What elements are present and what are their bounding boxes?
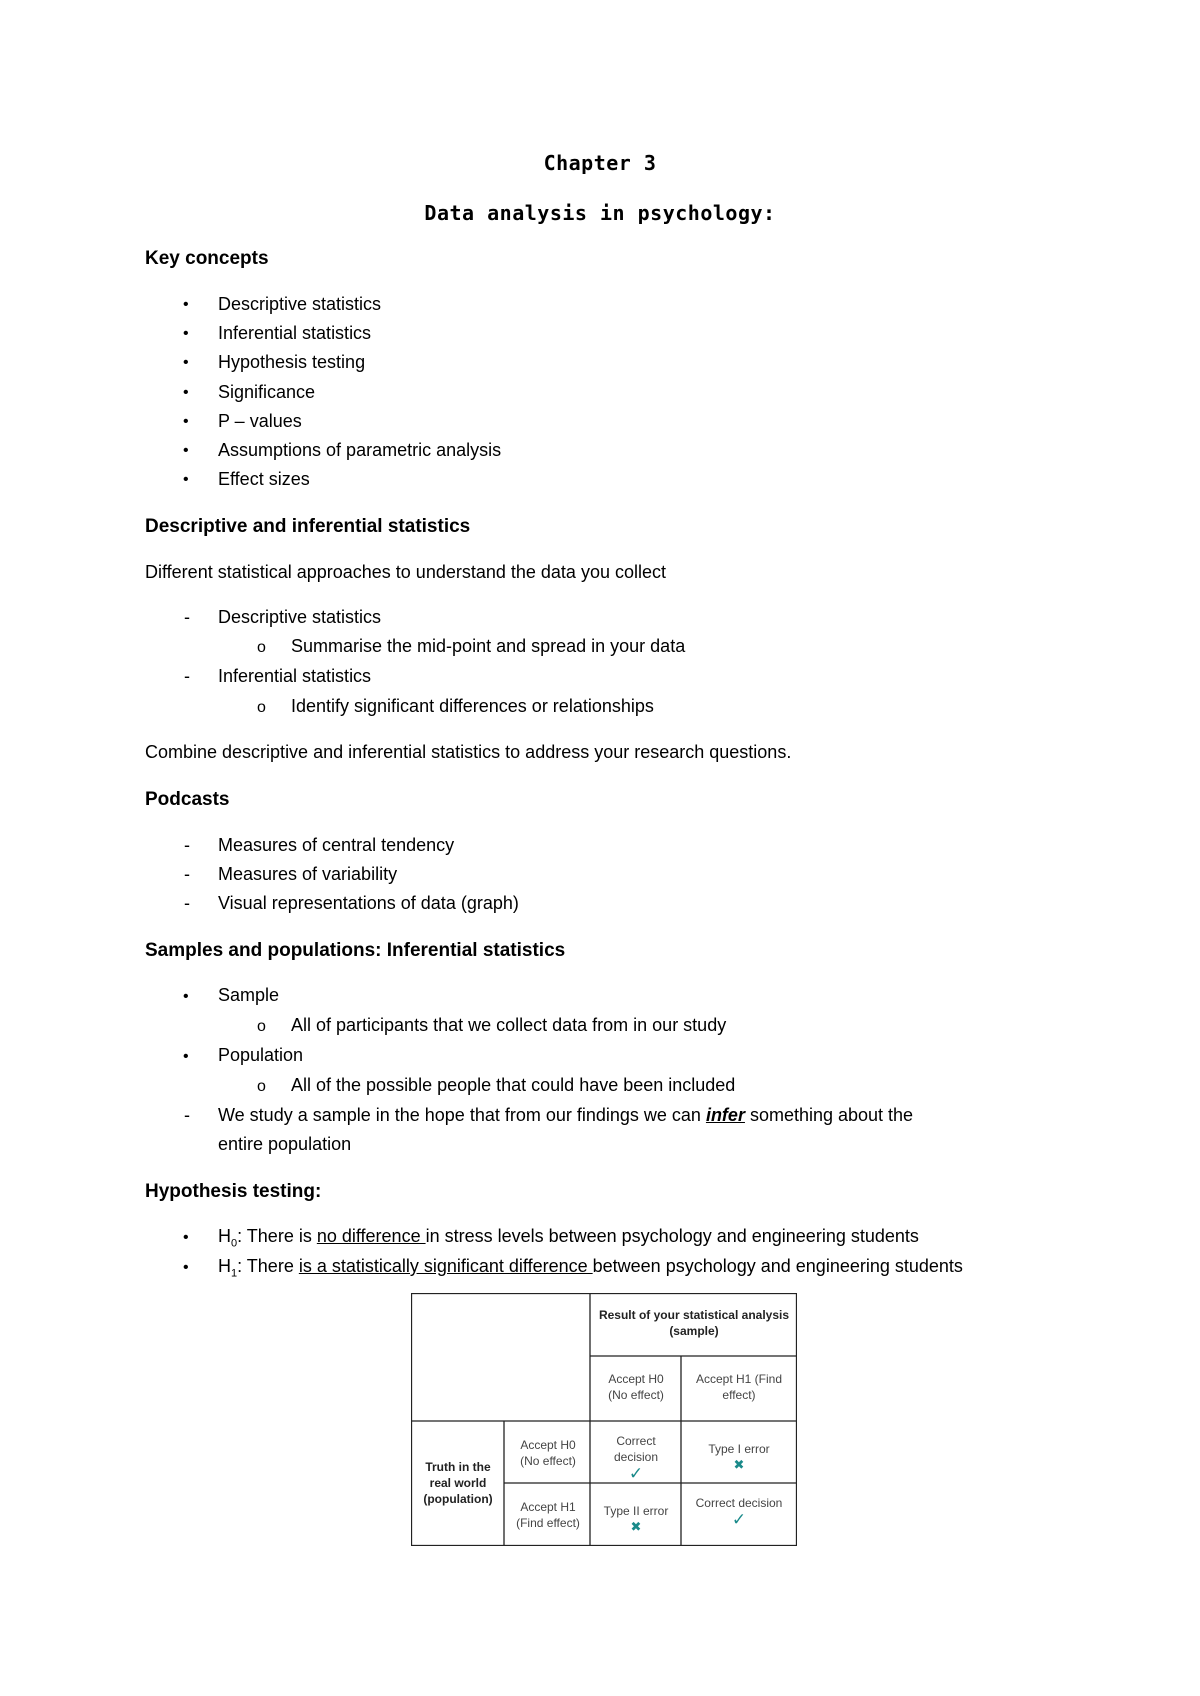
cross-icon: ✖ [630, 1519, 642, 1534]
h1-text: between psychology and engineering students [592, 1256, 963, 1276]
sub-bullet: o [257, 639, 266, 656]
sub-bullet: o [257, 1018, 266, 1035]
desc-inf-intro: Different statistical approaches to understand the data you collect [145, 562, 666, 582]
col-header-accept-h1: Accept H1 (Find effect) [695, 1372, 783, 1402]
chapter-title: Chapter 3 [543, 151, 657, 175]
row-header-accept-h1: Accept H1 (Find effect) [516, 1500, 580, 1530]
cell-correct-decision [597, 1433, 675, 1483]
hypothesis-heading: Hypothesis testing: [145, 1181, 322, 1202]
bullet: • [183, 413, 189, 430]
bullet: • [183, 988, 189, 1005]
row-group-header: Truth in the real world (population) [423, 1460, 493, 1506]
desc-inf-heading: Descriptive and inferential statistics [145, 516, 471, 537]
list-item: Assumptions of parametric analysis [218, 440, 502, 460]
bullet: • [183, 354, 189, 371]
bullet: • [183, 1229, 189, 1246]
h0-text: in stress levels between psychology and engineering students [425, 1226, 919, 1246]
bullet: • [183, 296, 189, 313]
h1-label: H [218, 1256, 231, 1276]
cell-text: Correct decision [695, 1496, 783, 1510]
cell-text: Type II error [603, 1504, 669, 1518]
podcasts-heading: Podcasts [145, 789, 230, 810]
cell-type-i-error [687, 1441, 791, 1473]
result-header: Result of your statistical analysis (sample) [598, 1308, 790, 1338]
list-item: Measures of variability [218, 864, 398, 884]
dash: - [184, 666, 190, 686]
h0-text: : There is [237, 1226, 317, 1246]
list-item: Hypothesis testing [218, 352, 366, 372]
bullet: • [183, 442, 189, 459]
list-item: Sample [218, 985, 280, 1005]
h0-label: H [218, 1226, 231, 1246]
note-text: We study a sample in the hope that from our findings we can [218, 1105, 706, 1125]
bullet: • [183, 325, 189, 342]
dash: - [184, 864, 190, 884]
cell-text: Type I error [708, 1442, 770, 1456]
bullet: • [183, 384, 189, 401]
h0-statement [218, 1226, 919, 1250]
note-emphasis: infer [705, 1105, 745, 1125]
h0-subscript: 0 [231, 1237, 238, 1250]
h0-underlined: no difference [316, 1226, 426, 1246]
h1-subscript: 1 [231, 1267, 238, 1280]
cross-icon: ✖ [733, 1457, 745, 1472]
note-text: something about the [744, 1105, 914, 1125]
dash: - [184, 835, 190, 855]
bullet: • [183, 471, 189, 488]
list-item: Identify significant differences or relationships [291, 696, 654, 716]
dash: - [184, 607, 190, 627]
list-item: P – values [218, 411, 302, 431]
check-icon: ✓ [731, 1510, 747, 1529]
samples-note-line2: entire population [218, 1134, 352, 1154]
samples-heading: Samples and populations: Inferential statistics [145, 940, 566, 961]
dash: - [184, 893, 190, 913]
bullet: • [183, 1259, 189, 1276]
bullet: • [183, 1048, 189, 1065]
key-concepts-heading: Key concepts [145, 248, 269, 269]
list-item: Inferential statistics [218, 323, 372, 343]
cell-type-ii-error [597, 1503, 675, 1535]
h1-statement [218, 1256, 963, 1280]
decision-table [411, 1293, 797, 1546]
list-item: All of participants that we collect data from in our study [291, 1015, 727, 1035]
cell-correct-decision [687, 1495, 791, 1529]
list-item: Population [218, 1045, 304, 1065]
list-item: Measures of central tendency [218, 835, 455, 855]
sub-bullet: o [257, 699, 266, 716]
col-header-accept-h0: Accept H0 (No effect) [608, 1372, 664, 1402]
list-item: Significance [218, 382, 316, 402]
page-subtitle: Data analysis in psychology: [424, 201, 776, 225]
list-item: Inferential statistics [218, 666, 372, 686]
check-icon: ✓ [628, 1464, 644, 1483]
samples-note [218, 1105, 913, 1126]
list-item: Visual representations of data (graph) [218, 893, 519, 913]
sub-bullet: o [257, 1078, 266, 1095]
list-item: All of the possible people that could have been included [291, 1075, 736, 1095]
cell-text: Correct decision [613, 1434, 659, 1464]
desc-inf-outro: Combine descriptive and inferential statistics to address your research questions. [145, 742, 792, 762]
row-header-accept-h0: Accept H0 (No effect) [520, 1438, 576, 1468]
list-item: Summarise the mid-point and spread in your data [291, 636, 686, 656]
list-item: Effect sizes [218, 469, 310, 489]
h1-underlined: is a statistically significant difference [298, 1256, 593, 1276]
dash: - [184, 1105, 190, 1125]
list-item: Descriptive statistics [218, 294, 382, 314]
h1-text: : There [237, 1256, 299, 1276]
list-item: Descriptive statistics [218, 607, 382, 627]
